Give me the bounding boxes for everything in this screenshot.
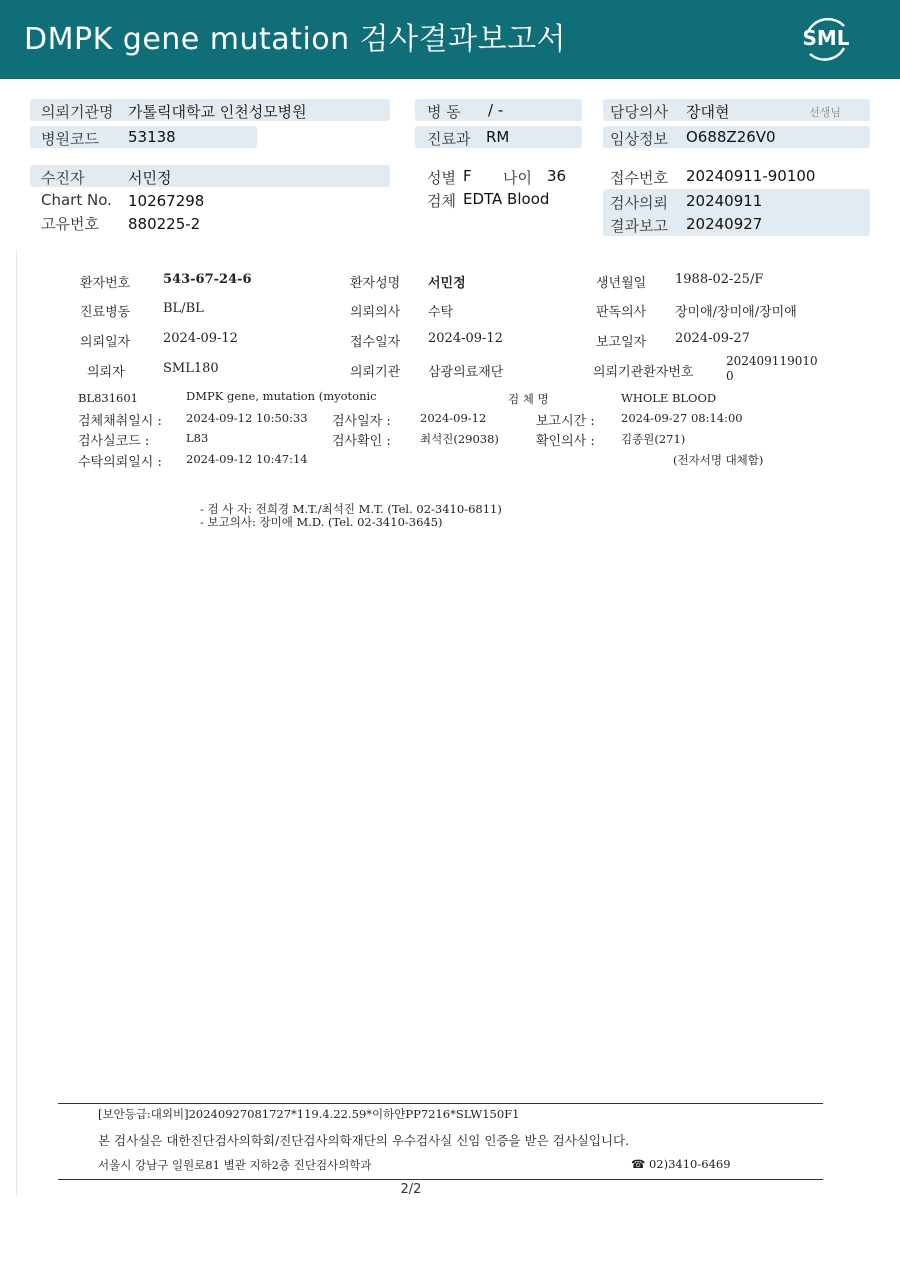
specimen-name-value: WHOLE BLOOD (621, 391, 717, 405)
request-label: 검사의뢰 (610, 194, 668, 212)
patient-no-label: 환자번호 (80, 276, 131, 291)
ref-patient-no-value-cont: 0 (726, 369, 734, 383)
department-value: RM (486, 128, 510, 146)
reading-label: 판독의사 (596, 305, 647, 320)
reading-value: 장미애/장미애/장미애 (675, 305, 797, 320)
hospital-code-label: 병원코드 (41, 130, 99, 148)
req-date-value: 2024-09-12 (163, 331, 238, 346)
certification-line: 본 검사실은 대한진단검사의학회/진단검사의학재단의 우수검사실 신임 인증을 받은 검사실입니다. (98, 1133, 630, 1148)
ref-doctor-value: 수탁 (428, 305, 454, 320)
sex-label: 성별 (427, 169, 456, 187)
age-value: 36 (547, 167, 567, 185)
ward-value: / - (488, 101, 504, 119)
report-header (0, 0, 900, 79)
lab-code-value: L83 (186, 431, 209, 445)
report-label: 결과보고 (610, 217, 668, 235)
age-label: 나이 (503, 169, 532, 187)
report-title: DMPK gene mutation 검사결과보고서 (24, 22, 567, 57)
req-date-label: 의뢰일자 (80, 335, 131, 350)
chart-value: 10267298 (128, 192, 205, 210)
hospital-code-value: 53138 (128, 128, 176, 146)
patient-no-value: 543-67-24-6 (163, 272, 252, 287)
report-doctor-note: - 보고의사: 장미애 M.D. (Tel. 02-3410-3645) (200, 515, 443, 529)
ref-inst-value: 삼광의료재단 (428, 365, 504, 380)
specimen-value: EDTA Blood (463, 190, 550, 208)
institution-label: 의뢰기관명 (41, 103, 114, 121)
department-label: 진료과 (427, 130, 471, 148)
rep-date-value: 2024-09-27 (675, 331, 750, 346)
tester-date-value: 2024-09-12 (420, 411, 487, 425)
birth-label: 생년월일 (596, 276, 647, 291)
left-margin-line (16, 250, 17, 1195)
receipt-no-value: 20240911-90100 (686, 167, 816, 185)
id-label: 고유번호 (41, 215, 99, 233)
request-value: 20240911 (686, 192, 763, 210)
collect-label: 검체채취일시 : (78, 414, 162, 429)
requester-label: 의뢰자 (87, 365, 125, 380)
rec-date-label: 접수일자 (350, 335, 401, 350)
sex-value: F (463, 167, 472, 185)
chart-label: Chart No. (41, 191, 112, 209)
address-line: 서울시 강남구 일원로81 별관 지하2층 진단검사의학과 (98, 1158, 372, 1172)
sml-logo (800, 14, 852, 64)
clinical-value: O688Z26V0 (686, 128, 776, 146)
consign-label: 수탁의뢰일시 : (78, 455, 162, 470)
patient-name-label: 환자성명 (350, 276, 401, 291)
rep-date-label: 보고일자 (596, 335, 647, 350)
ward-label-2: 진료병동 (80, 305, 131, 320)
tester-date-label: 검사일자 : (332, 414, 391, 429)
clinical-label: 임상정보 (610, 130, 668, 148)
doctor-label: 담당의사 (610, 103, 668, 121)
page-number: 2/2 (400, 1182, 422, 1197)
footer-bottom-rule (58, 1179, 823, 1180)
report-value: 20240927 (686, 215, 763, 233)
consign-value: 2024-09-12 10:47:14 (186, 452, 308, 466)
confirm-doctor-label: 확인의사 : (536, 434, 595, 449)
logo-text: SML (802, 26, 850, 50)
ref-patient-no-label: 의뢰기관환자번호 (593, 365, 694, 380)
test-code: BL831601 (78, 391, 138, 405)
ward-label: 병 동 (427, 103, 461, 121)
doctor-value: 장대현 (686, 103, 730, 121)
report-time-label: 보고시간 : (536, 414, 595, 429)
test-name: DMPK gene, mutation (myotonic (186, 389, 377, 403)
ref-doctor-label: 의뢰의사 (350, 305, 401, 320)
rec-date-value: 2024-09-12 (428, 331, 503, 346)
tester-note: - 검 사 자: 전희경 M.T./최석진 M.T. (Tel. 02-3410-6811) (200, 502, 502, 516)
receipt-no-label: 접수번호 (610, 169, 668, 187)
report-time-value: 2024-09-27 08:14:00 (621, 411, 743, 425)
doctor-suffix: 선생님 (809, 106, 841, 119)
ward-value-2: BL/BL (163, 301, 204, 316)
birth-value: 1988-02-25/F (675, 272, 764, 287)
confirm-label: 검사확인 : (332, 434, 391, 449)
patient-value: 서민정 (128, 169, 172, 187)
specimen-label: 검체 (427, 192, 456, 210)
id-value: 880225-2 (128, 215, 201, 233)
specimen-name-label: 검 체 명 (508, 392, 549, 406)
institution-value: 가톨릭대학교 인천성모병원 (128, 103, 307, 121)
collect-value: 2024-09-12 10:50:33 (186, 411, 308, 425)
patient-label: 수진자 (41, 169, 85, 187)
patient-name-value: 서민정 (428, 276, 466, 291)
ref-patient-no-value: 202409119010 (726, 354, 818, 368)
confirm-doctor-value: 김종원(271) (621, 432, 686, 446)
requester-value: SML180 (163, 361, 219, 376)
ref-inst-label: 의뢰기관 (350, 365, 401, 380)
esign-note: (전자서명 대체함) (673, 453, 764, 467)
phone-line: ☎ 02)3410-6469 (631, 1157, 731, 1171)
confirm-value: 최석진(29038) (420, 432, 499, 446)
security-line: [보안등급:대외비]20240927081727*119.4.22.59*이하얀PP7216*SLW150F1 (98, 1107, 520, 1121)
footer-top-rule (58, 1103, 823, 1104)
lab-code-label: 검사실코드 : (78, 434, 150, 449)
